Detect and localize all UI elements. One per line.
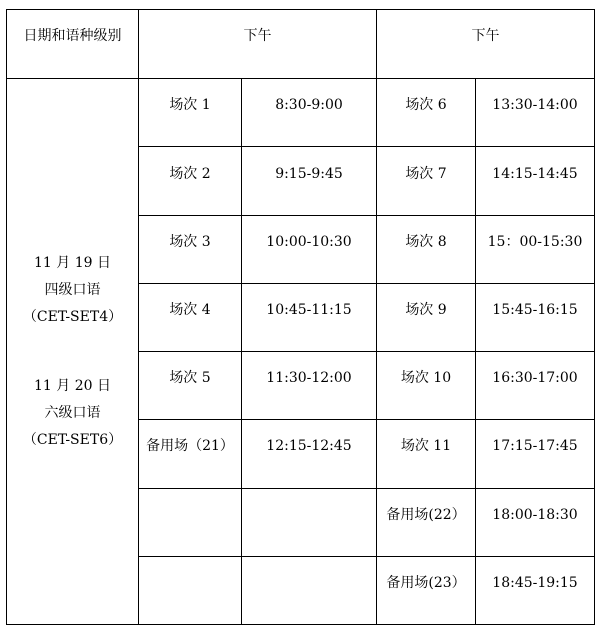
left-session-time: 10:45-11:15 bbox=[242, 283, 377, 351]
left-session-time bbox=[242, 556, 377, 624]
right-session-time: 13:30-14:00 bbox=[476, 79, 595, 147]
left-session-time: 11:30-12:00 bbox=[242, 352, 377, 420]
right-session-name: 场次 7 bbox=[377, 147, 476, 215]
left-session-time: 12:15-12:45 bbox=[242, 420, 377, 488]
right-session-name: 备用场(22） bbox=[377, 488, 476, 556]
right-session-time: 16:30-17:00 bbox=[476, 352, 595, 420]
date-line-6: （CET-SET6） bbox=[22, 431, 123, 448]
date-line-2: 四级口语 bbox=[44, 281, 101, 298]
right-session-time: 15：00-15:30 bbox=[476, 215, 595, 283]
left-session-time: 8:30-9:00 bbox=[242, 79, 377, 147]
right-session-time: 14:15-14:45 bbox=[476, 147, 595, 215]
header-left-period: 下午 bbox=[139, 10, 377, 79]
right-session-name: 场次 9 bbox=[377, 283, 476, 351]
left-session-name: 场次 3 bbox=[139, 215, 242, 283]
right-session-name: 备用场(23） bbox=[377, 556, 476, 624]
date-line-4: 11 月 20 日 bbox=[34, 377, 111, 394]
date-line-1: 11 月 19 日 bbox=[34, 254, 111, 271]
date-line-3: （CET-SET4） bbox=[22, 308, 123, 325]
left-session-time: 10:00-10:30 bbox=[242, 215, 377, 283]
table-row bbox=[7, 79, 595, 147]
exam-schedule-table bbox=[6, 9, 595, 625]
left-session-name: 场次 1 bbox=[139, 79, 242, 147]
right-session-name: 场次 6 bbox=[377, 79, 476, 147]
date-line-5: 六级口语 bbox=[44, 404, 101, 421]
date-spacer bbox=[7, 331, 138, 373]
right-session-time: 17:15-17:45 bbox=[476, 420, 595, 488]
left-session-time bbox=[242, 488, 377, 556]
left-session-time: 9:15-9:45 bbox=[242, 147, 377, 215]
header-date-level: 日期和语种级别 bbox=[7, 10, 139, 79]
header-row bbox=[7, 10, 595, 79]
left-session-name: 场次 2 bbox=[139, 147, 242, 215]
right-session-name: 场次 10 bbox=[377, 352, 476, 420]
right-session-time: 15:45-16:15 bbox=[476, 283, 595, 351]
date-level-cell bbox=[7, 79, 139, 625]
right-session-name: 场次 11 bbox=[377, 420, 476, 488]
left-session-name: 场次 4 bbox=[139, 283, 242, 351]
left-session-name bbox=[139, 488, 242, 556]
right-session-time: 18:45-19:15 bbox=[476, 556, 595, 624]
right-session-name: 场次 8 bbox=[377, 215, 476, 283]
right-session-time: 18:00-18:30 bbox=[476, 488, 595, 556]
header-right-period: 下午 bbox=[377, 10, 595, 79]
left-session-name: 场次 5 bbox=[139, 352, 242, 420]
left-session-name bbox=[139, 556, 242, 624]
left-session-name: 备用场（21） bbox=[139, 420, 242, 488]
